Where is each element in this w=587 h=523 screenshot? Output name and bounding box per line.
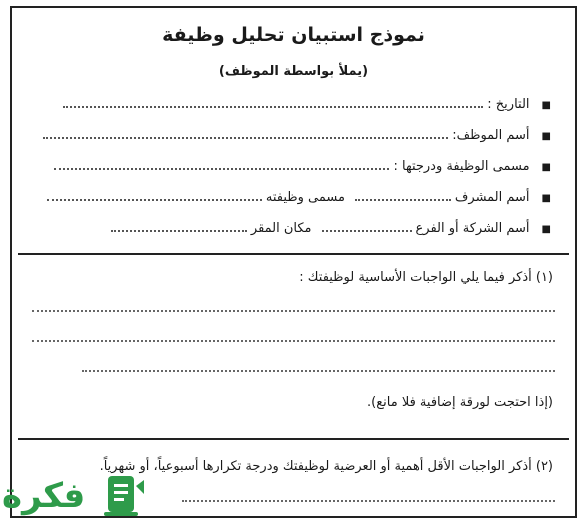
answer-line[interactable] [32,310,555,312]
field-date [63,96,551,112]
field-label: مسمى الوظيفة ودرجتها : [393,159,530,174]
section-divider [18,253,569,255]
form-title: نموذج استبيان تحليل وظيفة [162,24,425,46]
watermark-logo [2,472,172,520]
field-label: التاريخ : [487,97,530,112]
fill-line[interactable] [355,189,451,201]
fill-line[interactable] [54,158,389,170]
fill-line[interactable] [47,189,262,201]
answer-line[interactable] [32,340,555,342]
field-job-title [54,158,551,174]
answer-line[interactable] [82,370,555,372]
watermark-text: فكرة [2,476,86,516]
field-employee-name [43,127,551,143]
document-icon [100,472,148,520]
section-divider [18,438,569,440]
field-label: أسم الشركة أو الفرع [415,221,530,236]
fill-line[interactable] [111,220,247,232]
question-1: (١) أذكر فيما يلي الواجبات الأساسية لوظيفتك : [299,270,553,285]
bullet-icon: ■ [541,162,551,173]
bullet-icon: ■ [541,224,551,235]
bullet-icon: ■ [541,131,551,142]
field-label: أسم المشرف [454,190,530,205]
field-supervisor [47,189,551,205]
fill-line[interactable] [322,220,412,232]
field-label-2: مكان المقر [250,221,312,236]
bullet-icon: ■ [541,100,551,111]
answer-line[interactable] [182,500,555,502]
fill-line[interactable] [43,127,448,139]
question-2: (٢) أذكر الواجبات الأقل أهمية أو العرضية لوظيفتك ودرجة تكرارها أسبوعياً، أو شهرياً. [99,459,553,474]
field-company [111,220,551,236]
extra-sheet-note: (إذا احتجت لورقة إضافية فلا مانع). [367,395,553,410]
form-subtitle: (يملأ بواسطة الموظف) [218,64,369,79]
field-label-2: مسمى وظيفته [265,190,345,205]
bullet-icon: ■ [541,193,551,204]
field-label: أسم الموظف: [452,128,530,143]
fill-line[interactable] [63,96,483,108]
job-analysis-form [10,6,577,518]
